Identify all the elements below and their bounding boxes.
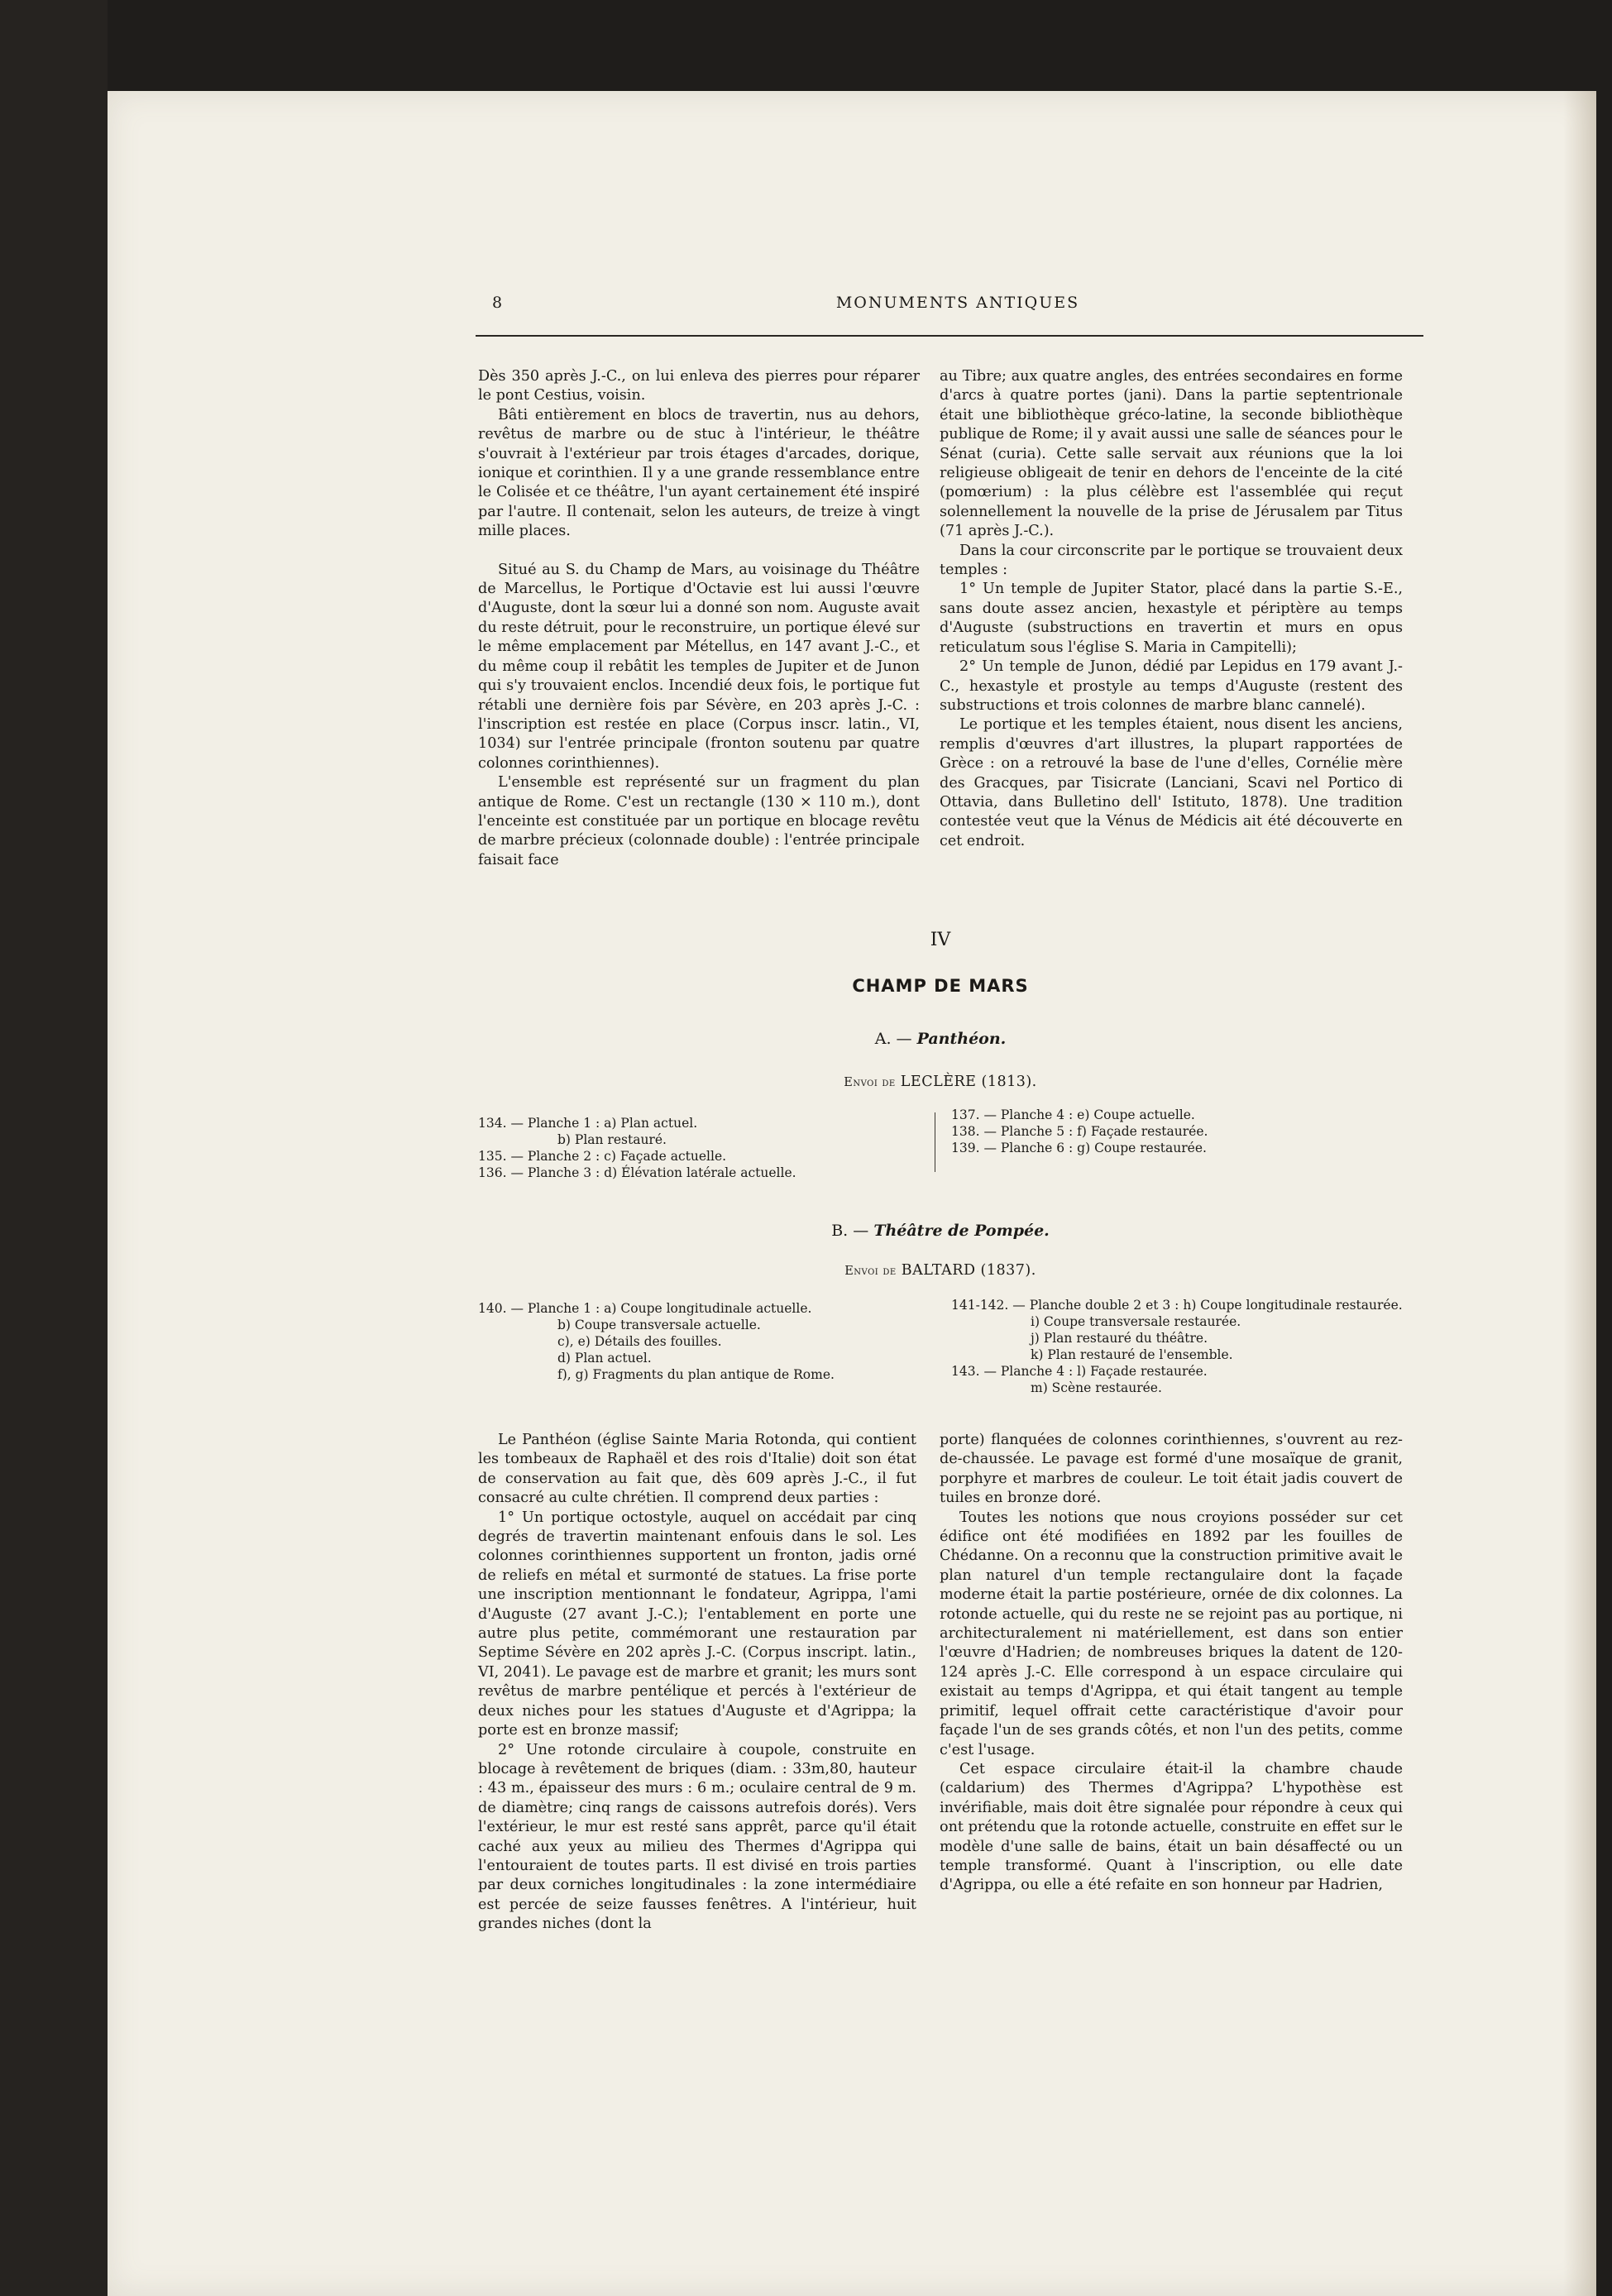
paragraph: Le Panthéon (église Sainte Maria Rotonda, qui contient les tombeaux de Raphaël et des rois d'Italie) doit son état de conservation au fait que, dès 609 après J.-C., il fut consacré au culte chrétien. Il comprend deux parties : bbox=[478, 1432, 916, 1507]
header-rule bbox=[476, 335, 1423, 337]
plates-b-right bbox=[951, 1297, 1414, 1396]
envoi-name: BALTARD (1837). bbox=[901, 1262, 1036, 1279]
page-number: 8 bbox=[492, 294, 505, 312]
envoi-b bbox=[478, 1262, 1403, 1279]
paragraph: Cet espace circulaire était-il la chambre chaude (caldarium) des Thermes d'Agrippa? L'hypothèse est invérifiable, mais doit être signalée pour répondre à ceux qui ont prétendu que la rotonde actuelle, construite en effet sur le modèle d'une salle de bains, était un bain désaffecté ou un temple transformé. Quant à l'inscription, ou elle date d'Agrippa, ou elle a été refaite en son honneur par Hadrien, bbox=[940, 1760, 1403, 1894]
paragraph: 2° Une rotonde circulaire à coupole, construite en blocage à revêtement de briques (diam. : 33m,80, hauteur : 43 m., épaisseur des murs : 6 m.; oculaire central de 9 m. de diamètre; cinq rangs de caissons autrefois dorés). Vers l'extérieur, le mur est resté sans apprêt, parce qu'il était caché aux yeux au milieu des Thermes d'Agrippa qui l'entouraient de toutes parts. Il est divisé en trois parties par deux corniches longitudinales : la zone intermédiaire est percée de seize fausses fenêtres. A l'intérieur, huit grandes niches (dont la bbox=[478, 1741, 916, 1933]
paragraph: Dès 350 après J.-C., on lui enleva des pierres pour réparer le pont Cestius, voisin. bbox=[478, 368, 920, 404]
paragraph: au Tibre; aux quatre angles, des entrées secondaires en forme d'arcs à quatre portes (jani). Dans la partie septentrionale était une bibliothèque gréco-latine, la seconde bibliothèque publique de Rome; il y avait aussi une salle de séances pour le Sénat (curia). Cette salle servait aux réunions que la loi religieuse obligeait de tenir en dehors de l'enceinte de la cité (pomœrium) : la plus célèbre est l'assemblée qui reçut solennellement la nouvelle de la prise de Jérusalem par Titus (71 après J.-C.). bbox=[940, 368, 1403, 540]
paragraph: Bâti entièrement en blocs de travertin, nus au dehors, revêtus de marbre ou de stuc à l'intérieur, le théâtre s'ouvrait à l'extérieur par trois étages d'arcades, dorique, ionique et corinthien. Il y a une grande ressemblance entre le Colisée et ce théâtre, l'un ayant certainement été inspiré par l'autre. Il contenait, selon les auteurs, de treize à vingt mille places. bbox=[478, 406, 920, 540]
plates-b-left bbox=[478, 1300, 908, 1383]
plate-entry: 136. — Planche 3 : d) Élévation latérale actuelle. bbox=[478, 1165, 796, 1180]
envoi-label: Envoi de bbox=[844, 1076, 896, 1089]
subsection-name: Théâtre de Pompée. bbox=[873, 1222, 1050, 1240]
plate-entry: i) Coupe transversale restaurée. bbox=[1031, 1314, 1241, 1329]
paragraph: Le portique et les temples étaient, nous disent les anciens, remplis d'œuvres d'art illustres, la plupart rapportées de Grèce : on a retrouvé la base de l'une d'elles, Cornélie mère des Gracques, par Tisicrate (Lanciani, Scavi nel Portico di Ottavia, dans Bulletino dell' Istituto, 1878). Une tradition contestée veut que la Vénus de Médicis ait été découverte en cet endroit. bbox=[940, 716, 1403, 849]
subsection-b-heading bbox=[478, 1222, 1403, 1240]
subsection-a-heading bbox=[478, 1030, 1403, 1048]
plate-entry: f), g) Fragments du plan antique de Rome. bbox=[557, 1367, 835, 1382]
plates-a-left bbox=[478, 1115, 908, 1181]
bottom-left-column bbox=[478, 1431, 916, 1935]
envoi-a bbox=[478, 1074, 1403, 1090]
plate-entry: k) Plan restauré de l'ensemble. bbox=[1031, 1347, 1233, 1362]
plate-entry: d) Plan actuel. bbox=[557, 1351, 652, 1366]
paragraph: Toutes les notions que nous croyions posséder sur cet édifice ont été modifiées en 1892 par les fouilles de Chédanne. On a reconnu que la construction primitive avait le plan naturel d'un temple rectangulaire dont la façade moderne était la partie postérieure, ornée de dix colonnes. La rotonde actuelle, qui du reste ne se rejoint pas au portique, ni architecturalement ni matériellement, est dans son entier l'œuvre d'Hadrien; de nombreuses briques la datent de 120-124 après J.-C. Elle correspond à un espace circulaire qui existait au temps d'Agrippa, et qui était tangent au temple primitif, lequel offrait cette caractéristique d'avoir pour façade l'un de ses grands côtés, et non l'un des petits, comme c'est l'usage. bbox=[940, 1509, 1403, 1758]
plate-entry: j) Plan restauré du théâtre. bbox=[1031, 1331, 1208, 1346]
plate-entry: 135. — Planche 2 : c) Façade actuelle. bbox=[478, 1149, 727, 1164]
plate-entry: 139. — Planche 6 : g) Coupe restaurée. bbox=[951, 1141, 1207, 1155]
paragraph: 2° Un temple de Junon, dédié par Lepidus en 179 avant J.-C., hexastyle et prostyle au temps d'Auguste (restent des substructions et trois colonnes de marbre blanc cannelé). bbox=[940, 658, 1403, 714]
scan-background bbox=[0, 0, 108, 2296]
plate-entry: 137. — Planche 4 : e) Coupe actuelle. bbox=[951, 1107, 1195, 1122]
plate-entry: m) Scène restaurée. bbox=[1031, 1380, 1162, 1395]
plate-entry: b) Coupe transversale actuelle. bbox=[557, 1318, 761, 1332]
section-title: CHAMP DE MARS bbox=[852, 976, 1029, 996]
plate-entry: 138. — Planche 5 : f) Façade restaurée. bbox=[951, 1124, 1208, 1139]
subsection-name: Panthéon. bbox=[916, 1030, 1007, 1048]
running-title: MONUMENTS ANTIQUES bbox=[835, 294, 1080, 312]
plate-entry: 140. — Planche 1 : a) Coupe longitudinale actuelle. bbox=[478, 1301, 812, 1316]
paragraph: porte) flanquées de colonnes corinthiennes, s'ouvrent au rez-de-chaussée. Le pavage est formé d'une mosaïque de granit, porphyre et marbres de couleur. Le toit était jadis couvert de tuiles en bronze doré. bbox=[940, 1432, 1403, 1507]
paragraph: 1° Un temple de Jupiter Stator, placé dans la partie S.-E., sans doute assez ancien, hexastyle et périptère au temps d'Auguste (substructions en travertin et murs en opus reticulatum sous l'église S. Maria in Campitelli); bbox=[940, 581, 1403, 656]
paragraph: 1° Un portique octostyle, auquel on accédait par cinq degrés de travertin maintenant enfouis dans le sol. Les colonnes corinthiennes supportent un fronton, jadis orné de reliefs en métal et surmonté de statues. La frise porte une inscription mentionnant le fondateur, Agrippa, l'ami d'Auguste (27 avant J.-C.); l'entablement en porte une autre plus petite, commémorant une restauration par Septime Sévère en 202 après J.-C. (Corpus inscript. latin., VI, 2041). Le pavage est de marbre et granit; les murs sont revêtus de marbre pentélique et percés à l'extérieur de deux niches pour les statues d'Auguste et d'Agrippa; la porte est en bronze massif; bbox=[478, 1509, 916, 1739]
paragraph: Situé au S. du Champ de Mars, au voisinage du Théâtre de Marcellus, le Portique d'Octavie est lui aussi l'œuvre d'Auguste, dont la sœur lui a donné son nom. Auguste avait du reste détruit, pour le reconstruire, un portique élevé sur le même emplacement par Métellus, en 147 avant J.-C., et du même coup il rebâtit les temples de Jupiter et de Junon qui s'y trouvaient enclos. Incendié deux fois, le portique fut rétabli une dernière fois par Sévère, en 203 après J.-C. : l'inscription est restée en place (Corpus inscr. latin., VI, 1034) sur l'entrée principale (fronton soutenu par quatre colonnes corinthiennes). bbox=[478, 561, 920, 772]
top-left-column bbox=[478, 367, 920, 870]
plate-entry: b) Plan restauré. bbox=[557, 1132, 667, 1147]
envoi-label: Envoi de bbox=[844, 1265, 897, 1278]
paragraph: L'ensemble est représenté sur un fragment du plan antique de Rome. C'est un rectangle (130 × 110 m.), dont l'enceinte est constituée par un portique en blocage revêtu de marbre précieux (colonnade double) : l'entrée principale faisait face bbox=[478, 774, 920, 868]
page-edge-shadow bbox=[1563, 91, 1596, 2296]
plate-entry: 134. — Planche 1 : a) Plan actuel. bbox=[478, 1116, 698, 1131]
plates-a-right bbox=[951, 1107, 1414, 1156]
running-header bbox=[492, 294, 1423, 318]
envoi-name: LECLÈRE (1813). bbox=[900, 1074, 1037, 1090]
subsection-prefix: B. — bbox=[831, 1222, 874, 1240]
bottom-right-column bbox=[940, 1431, 1403, 1896]
top-right-column bbox=[940, 367, 1403, 851]
subsection-prefix: A. — bbox=[874, 1030, 917, 1048]
paragraph: Dans la cour circonscrite par le portique se trouvaient deux temples : bbox=[940, 542, 1403, 579]
section-number: IV bbox=[930, 930, 951, 950]
plate-entry: 143. — Planche 4 : l) Façade restaurée. bbox=[951, 1364, 1208, 1379]
plate-entry: c), e) Détails des fouilles. bbox=[557, 1334, 722, 1349]
plate-entry: 141-142. — Planche double 2 et 3 : h) Coupe longitudinale restaurée. bbox=[951, 1298, 1403, 1313]
